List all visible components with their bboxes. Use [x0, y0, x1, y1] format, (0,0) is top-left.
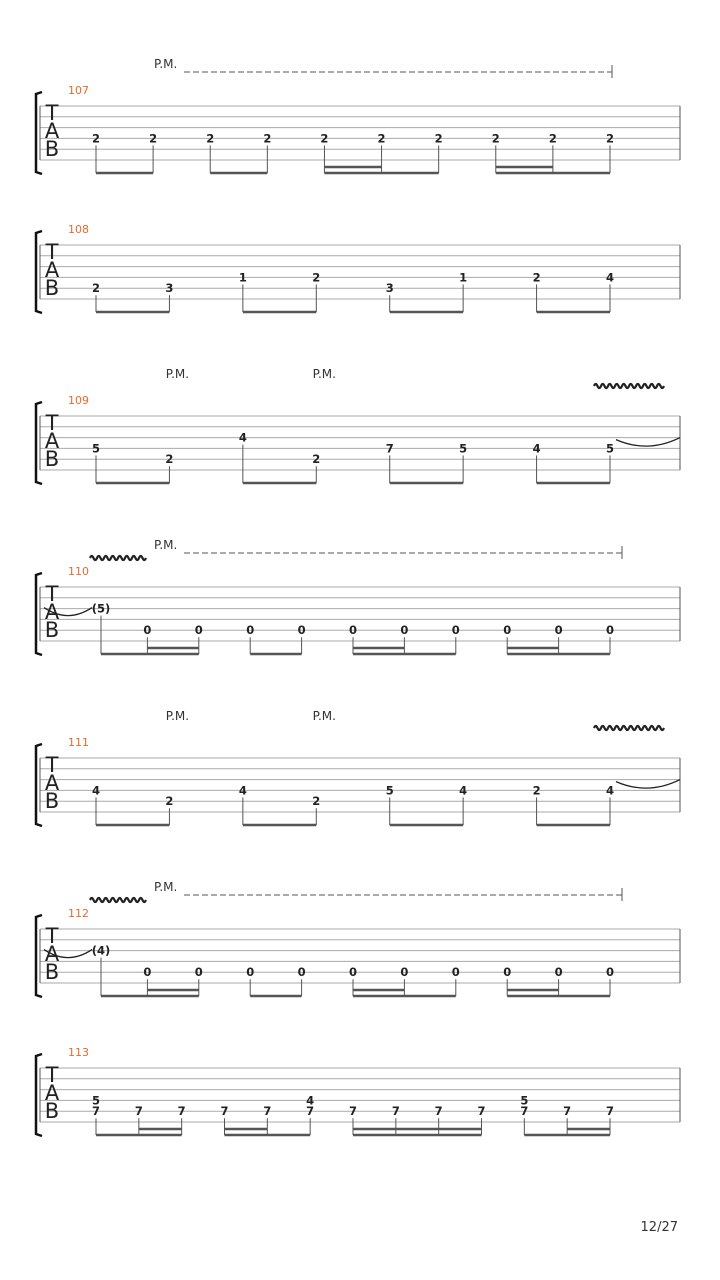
tab-clef-letter: B: [44, 447, 60, 471]
tab-clef-letter: A: [44, 771, 60, 795]
fret-number: 0: [503, 623, 512, 638]
vibrato-mark: [90, 898, 146, 902]
fret-number: 0: [194, 623, 203, 638]
fret-number: 7: [520, 1104, 529, 1119]
fret-number: 0: [143, 965, 152, 980]
system-bracket: [36, 744, 42, 826]
fret-number: 0: [297, 623, 306, 638]
fret-number: 7: [220, 1104, 229, 1119]
fret-number: 7: [434, 1104, 443, 1119]
page-number: 12/27: [640, 1220, 678, 1235]
fret-number: 5: [91, 1093, 101, 1108]
fret-number: 2: [491, 131, 500, 146]
tab-clef-letter: T: [45, 582, 59, 606]
fret-number: (4): [91, 943, 111, 958]
fret-number: 1: [459, 270, 468, 285]
system-bracket: [36, 92, 42, 174]
fret-number: 4: [238, 430, 247, 445]
fret-number: 4: [238, 783, 247, 798]
tab-clef-letter: T: [45, 240, 59, 264]
fret-number: 2: [165, 452, 174, 467]
tab-clef-letter: A: [44, 258, 60, 282]
fret-number: 0: [194, 965, 203, 980]
measure-number: 112: [68, 907, 89, 920]
fret-number: 4: [306, 1093, 315, 1108]
measure-number: 111: [68, 736, 89, 749]
fret-number: 7: [91, 1104, 101, 1119]
tab-clef-letter: B: [44, 276, 60, 300]
palm-mute-label: P.M.: [154, 538, 178, 552]
fret-number: 7: [134, 1104, 143, 1119]
fret-number: (5): [91, 601, 111, 616]
measure-number: 113: [68, 1046, 89, 1059]
fret-number: 2: [206, 131, 215, 146]
tab-clef-letter: T: [45, 924, 59, 948]
fret-number: 3: [165, 281, 174, 296]
fret-number: 7: [477, 1104, 486, 1119]
fret-number: 0: [348, 965, 358, 980]
tab-clef-letter: T: [45, 753, 59, 777]
tab-clef-letter: T: [45, 1063, 59, 1087]
fret-number: 7: [177, 1104, 186, 1119]
fret-number: 0: [503, 965, 512, 980]
system-bracket: [36, 915, 42, 997]
system-bracket: [36, 402, 42, 484]
vibrato-mark: [594, 384, 664, 388]
fret-number: 2: [312, 452, 321, 467]
fret-number: 5: [605, 441, 615, 456]
fret-number: 0: [451, 965, 460, 980]
fret-number: 2: [548, 131, 557, 146]
fret-number: 1: [238, 270, 247, 285]
tab-clef-letter: B: [44, 618, 60, 642]
tab-clef-letter: B: [44, 789, 60, 813]
fret-number: 2: [320, 131, 329, 146]
fret-number: 2: [312, 270, 321, 285]
fret-number: 2: [149, 131, 158, 146]
fret-number: 0: [400, 965, 409, 980]
tab-clef-letter: A: [44, 1081, 60, 1105]
fret-number: 2: [532, 270, 541, 285]
fret-number: 7: [391, 1104, 400, 1119]
fret-number: 7: [306, 1104, 315, 1119]
fret-number: 2: [263, 131, 272, 146]
fret-number: 2: [91, 131, 101, 146]
fret-number: 5: [520, 1093, 529, 1108]
fret-number: 2: [532, 783, 541, 798]
fret-number: 0: [554, 965, 563, 980]
palm-mute-label: P.M.: [165, 367, 190, 381]
measure-number: 107: [68, 84, 89, 97]
tab-clef-letter: A: [44, 429, 60, 453]
fret-number: 4: [605, 783, 615, 798]
fret-number: 2: [165, 794, 174, 809]
palm-mute-label: P.M.: [312, 709, 336, 723]
tab-clef-letter: A: [44, 942, 60, 966]
measure-number: 108: [68, 223, 89, 236]
system-bracket: [36, 231, 42, 313]
fret-number: 5: [91, 441, 101, 456]
fret-number: 5: [459, 441, 468, 456]
fret-number: 4: [605, 270, 615, 285]
fret-number: 4: [532, 441, 541, 456]
fret-number: 4: [459, 783, 468, 798]
fret-number: 0: [451, 623, 460, 638]
fret-number: 2: [91, 281, 101, 296]
tab-clef-letter: A: [44, 600, 60, 624]
tab-clef-letter: B: [44, 1099, 60, 1123]
fret-number: 7: [385, 441, 394, 456]
fret-number: 2: [434, 131, 443, 146]
fret-number: 0: [246, 623, 255, 638]
tab-clef-letter: A: [44, 119, 60, 143]
palm-mute-label: P.M.: [165, 709, 190, 723]
fret-number: 7: [348, 1104, 358, 1119]
fret-number: 0: [605, 965, 615, 980]
tab-clef-letter: T: [45, 101, 59, 125]
tab-clef-letter: T: [45, 411, 59, 435]
palm-mute-label: P.M.: [154, 880, 178, 894]
fret-number: 7: [605, 1104, 615, 1119]
measure-number: 110: [68, 565, 89, 578]
fret-number: 0: [554, 623, 563, 638]
palm-mute-label: P.M.: [312, 367, 336, 381]
system-bracket: [36, 573, 42, 655]
fret-number: 0: [605, 623, 615, 638]
tab-clef-letter: B: [44, 137, 60, 161]
fret-number: 0: [297, 965, 306, 980]
tab-clef-letter: B: [44, 960, 60, 984]
fret-number: 2: [605, 131, 615, 146]
fret-number: 0: [143, 623, 152, 638]
fret-number: 0: [246, 965, 255, 980]
fret-number: 0: [400, 623, 409, 638]
vibrato-mark: [594, 726, 664, 730]
fret-number: 3: [385, 281, 394, 296]
vibrato-mark: [90, 556, 146, 560]
tie-arc: [616, 780, 680, 789]
tie-arc: [616, 438, 680, 447]
system-bracket: [36, 1054, 42, 1136]
fret-number: 2: [377, 131, 386, 146]
fret-number: 7: [563, 1104, 572, 1119]
fret-number: 4: [91, 783, 101, 798]
fret-number: 7: [263, 1104, 272, 1119]
measure-number: 109: [68, 394, 89, 407]
fret-number: 0: [348, 623, 358, 638]
fret-number: 2: [312, 794, 321, 809]
fret-number: 5: [385, 783, 394, 798]
palm-mute-label: P.M.: [154, 57, 178, 71]
